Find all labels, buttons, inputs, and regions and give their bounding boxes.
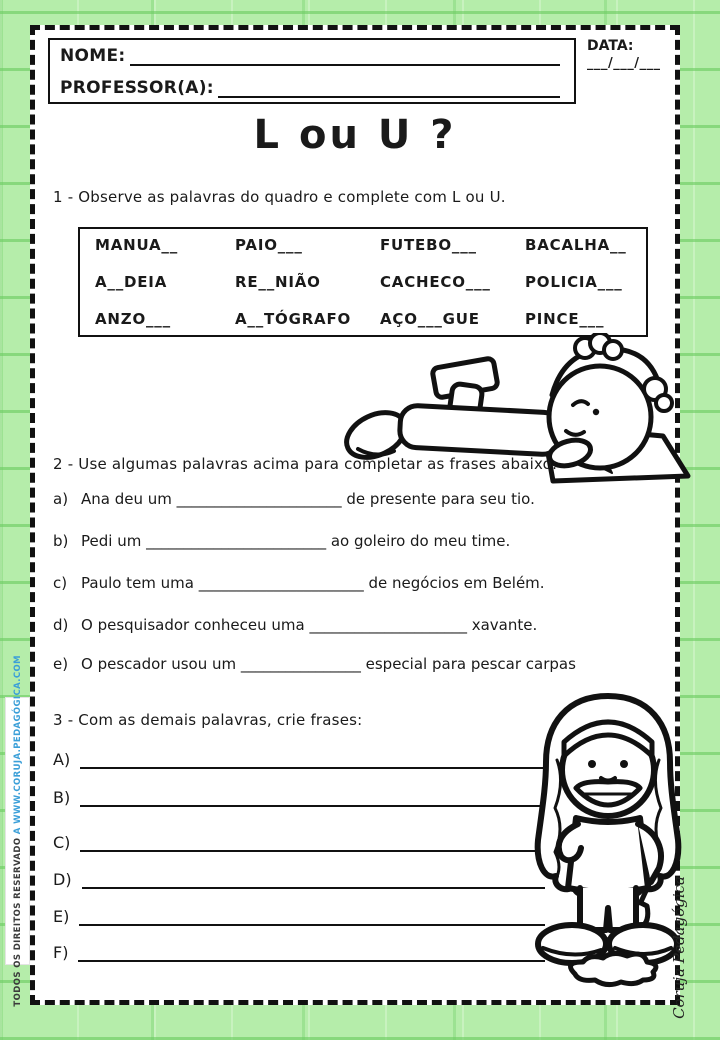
- word-cell[interactable]: A__TÓGRAFO: [235, 310, 352, 329]
- copyright-text: [13, 655, 23, 1007]
- word-cell[interactable]: ANZO___: [95, 310, 171, 329]
- answer-line[interactable]: [80, 789, 545, 807]
- date-line[interactable]: ___/___/___: [587, 56, 661, 71]
- word-box: [78, 227, 648, 337]
- sentence-item[interactable]: [53, 532, 510, 550]
- date-label: DATA:: [587, 38, 634, 54]
- word-cell[interactable]: CACHECO___: [380, 272, 491, 291]
- word-cell[interactable]: A__DEIA: [95, 272, 168, 291]
- answer-row: [53, 907, 545, 926]
- answer-row: [53, 943, 545, 962]
- item-label: D): [53, 870, 72, 889]
- answer-row: [53, 833, 545, 852]
- name-line[interactable]: [130, 46, 560, 66]
- item-label: e): [53, 655, 69, 673]
- item-label: F): [53, 943, 69, 962]
- answer-line[interactable]: [78, 944, 545, 962]
- word-cell[interactable]: MANUA__: [95, 235, 179, 254]
- answer-line[interactable]: [79, 908, 545, 926]
- answer-row: [53, 750, 545, 769]
- item-label: b): [53, 532, 69, 550]
- answer-line[interactable]: [82, 871, 545, 889]
- item-label: C): [53, 833, 71, 852]
- item-label: d): [53, 616, 69, 634]
- exercise1-instruction: 1 - Observe as palavras do quadro e complete com L ou U.: [53, 188, 506, 206]
- item-label: E): [53, 907, 70, 926]
- answer-row: [53, 870, 545, 889]
- word-cell[interactable]: AÇO___GUE: [380, 310, 480, 329]
- exercise3-instruction: 3 - Com as demais palavras, crie frases:: [53, 711, 363, 729]
- student-info-box: [48, 38, 576, 104]
- professor-label: PROFESSOR(A):: [60, 78, 214, 98]
- sentence-item[interactable]: [53, 616, 537, 634]
- word-cell[interactable]: BACALHA__: [525, 235, 627, 254]
- item-label: A): [53, 750, 71, 769]
- sentence-text: Ana deu um ______________________ de presente para seu tio.: [81, 490, 535, 508]
- sentence-item[interactable]: [53, 655, 576, 673]
- worksheet-page: [30, 25, 680, 1005]
- date-block: [587, 38, 679, 71]
- sentence-item[interactable]: [53, 490, 535, 508]
- word-cell[interactable]: PAIO___: [235, 235, 303, 254]
- sentence-text: O pescador usou um ________________ especial para pescar carpas: [81, 655, 576, 673]
- word-cell[interactable]: PINCE___: [525, 310, 605, 329]
- copyright-website-link[interactable]: A WWW.CORUJA.PEDAGÓGICA.COM: [12, 655, 23, 835]
- sentence-text: Paulo tem uma ______________________ de negócios em Belém.: [81, 574, 545, 592]
- word-cell[interactable]: POLICIA___: [525, 272, 623, 291]
- brand-logo-text: Coruja Pedagógica: [670, 875, 688, 1019]
- item-label: B): [53, 788, 71, 807]
- professor-line[interactable]: [218, 78, 560, 98]
- name-label: NOME:: [60, 46, 126, 66]
- name-row: [60, 46, 564, 66]
- answer-row: [53, 788, 545, 807]
- word-cell[interactable]: RE__NIÃO: [235, 272, 321, 291]
- answer-line[interactable]: [80, 751, 545, 769]
- item-label: c): [53, 574, 68, 592]
- word-cell[interactable]: FUTEBO___: [380, 235, 477, 254]
- sentence-text: O pesquisador conheceu uma _____________________ xavante.: [81, 616, 538, 634]
- exercise2-instruction: 2 - Use algumas palavras acima para completar as frases abaixo:: [53, 455, 558, 473]
- brand-strip: [664, 875, 694, 1019]
- professor-row: [60, 78, 564, 98]
- page-title: L ou U ?: [253, 112, 457, 158]
- copyright-rights-text: TODOS OS DIREITOS RESERVADO: [12, 834, 23, 1007]
- copyright-strip: [5, 655, 30, 1007]
- item-label: a): [53, 490, 69, 508]
- sentence-item[interactable]: [53, 574, 545, 592]
- sentence-text: Pedi um ________________________ ao goleiro do meu time.: [81, 532, 511, 550]
- answer-line[interactable]: [80, 834, 545, 852]
